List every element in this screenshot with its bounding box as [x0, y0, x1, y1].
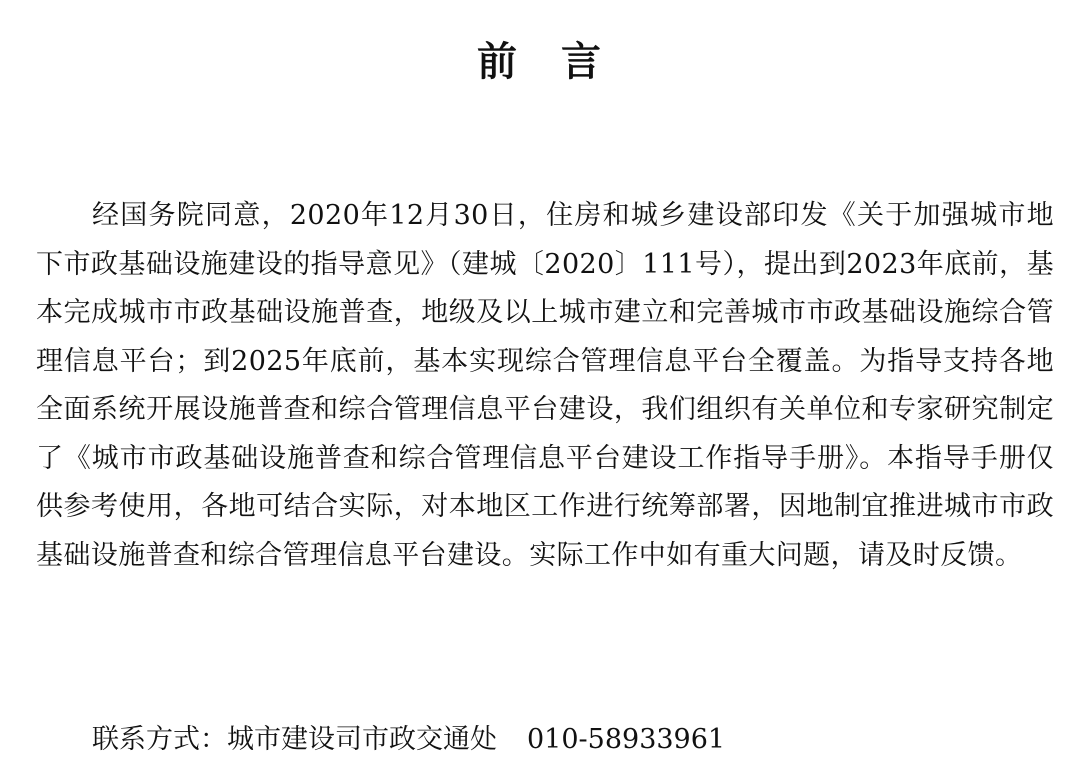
- title-char-2: 言: [561, 38, 603, 85]
- page-title: [0, 38, 1080, 86]
- title-char-1: 前: [477, 38, 519, 85]
- contact-label: 联系方式：城市建设司市政交通处: [92, 724, 497, 755]
- contact-line: [92, 718, 725, 762]
- contact-phone: 010-58933961: [527, 724, 726, 755]
- preface-paragraph: 经国务院同意，2020年12月30日，住房和城乡建设部印发《关于加强城市地下市政基础设施建设的指导意见》（建城〔2020〕111号），提出到2023年底前，基本完成城市市政基础设施普查，地级及以上城市建立和完善城市市政基础设施综合管理信息平台；到2025年底前，基本实现综合管理信息平台全覆盖。为指导支持各地全面系统开展设施普查和综合管理信息平台建设，我们组织有关单位和专家研究制定了《城市市政基础设施普查和综合管理信息平台建设工作指导手册》。本指导手册仅供参考使用，各地可结合实际，对本地区工作进行统筹部署，因地制宜推进城市市政基础设施普查和综合管理信息平台建设。实际工作中如有重大问题，请及时反馈。: [36, 200, 1054, 571]
